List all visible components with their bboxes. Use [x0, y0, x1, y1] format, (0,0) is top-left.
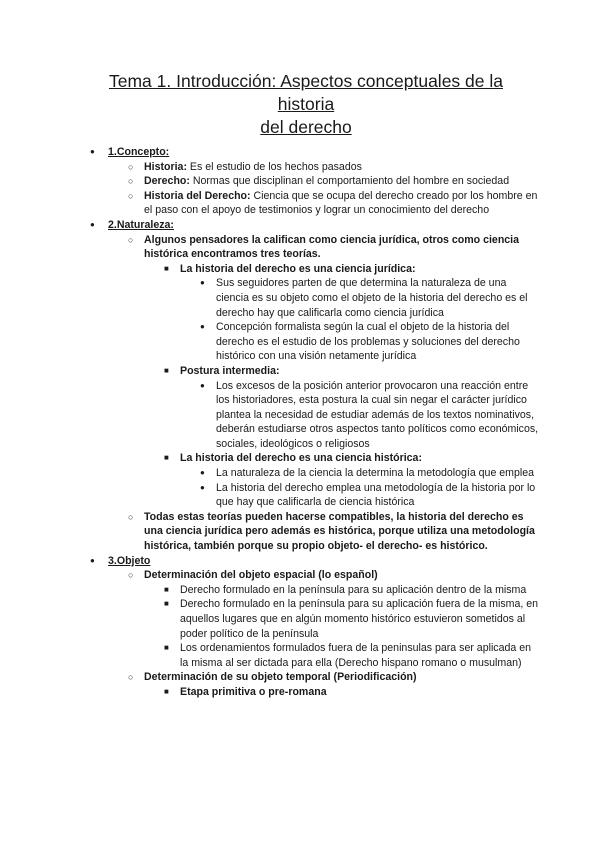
point-text: La naturaleza de la ciencia la determina la metodología que emplea: [216, 467, 535, 480]
disc-bullet-icon: ●: [90, 147, 95, 156]
intro-text: Algunos pensadores la califican como ciencia jurídica, otros como ciencia histórica encontramos tres teorías.: [144, 233, 520, 261]
disc-bullet-icon: ●: [200, 322, 205, 332]
list-item: [200, 276, 540, 320]
definition: Ciencia que se ocupa del derecho creado por los hombre en el paso con el apoyo de testimonios y lograr un conocimiento del derecho: [144, 189, 538, 217]
circle-bullet-icon: ○: [128, 672, 134, 683]
term: Derecho:: [144, 175, 190, 188]
point-text: Derecho formulado en la península para su aplicación dentro de la misma: [180, 583, 527, 596]
document-title: [72, 70, 540, 139]
list-item: [164, 583, 540, 598]
square-bullet-icon: ■: [164, 453, 169, 463]
list-item: [128, 670, 540, 699]
disc-bullet-icon: ●: [90, 555, 95, 565]
list-item: [128, 568, 540, 670]
disc-bullet-icon: ●: [200, 468, 205, 478]
list-item: [200, 379, 540, 452]
circle-bullet-icon: ○: [128, 511, 134, 522]
point-text: Los ordenamientos formulados fuera de la peninsulas para ser aplicada en la misma al ser dictada para ella (Derecho hispano romano o musulman): [180, 642, 531, 669]
title-line-1: Tema 1. Introducción: Aspectos conceptuales de la historia: [109, 71, 503, 114]
circle-bullet-icon: ○: [128, 234, 134, 245]
list-item: [128, 160, 540, 175]
list-item: [200, 466, 540, 481]
list-item: [128, 233, 540, 510]
section-heading: 2.Naturaleza:: [108, 218, 174, 231]
square-bullet-icon: ■: [164, 584, 169, 594]
disc-bullet-icon: ●: [200, 380, 205, 390]
list-item: [128, 510, 540, 554]
square-bullet-icon: ■: [164, 686, 169, 696]
section-concepto: [72, 145, 540, 218]
square-bullet-icon: ■: [164, 365, 169, 375]
subsection-heading: Determinación de su objeto temporal (Periodificación): [144, 671, 417, 684]
circle-bullet-icon: ○: [128, 570, 134, 581]
theory-heading: La historia del derecho es una ciencia jurídica:: [180, 262, 416, 275]
title-line-2: del derecho: [260, 117, 352, 137]
list-item: [164, 685, 540, 700]
point-text: Los excesos de la posición anterior provocaron una reacción entre los historiadores, esta postura la cual sin negar el carácter jurídico plantea la necesidad de estudiar además de los textos nominativos, deberán estudiarse otros aspectos tanto políticos como económicos, sociales, ideológicos o religiosos: [216, 379, 539, 450]
theory-item: [164, 364, 540, 452]
disc-bullet-icon: ●: [200, 482, 205, 492]
theory-heading: Postura intermedia:: [180, 364, 280, 377]
conclusion-text: Todas estas teorías pueden hacerse compatibles, la historia del derecho es una ciencia jurídica pero además es histórica, porque utiliza una metodología histórica, también porque su propio objeto- el derecho- es histórico.: [144, 510, 535, 553]
square-bullet-icon: ■: [164, 643, 169, 653]
point-text: Sus seguidores parten de que determina la naturaleza de una ciencia es su objeto como el objeto de la historia del derecho es el derecho hay que calificarla como ciencia jurídica: [216, 277, 528, 319]
theory-item: [164, 451, 540, 509]
term: Historia:: [144, 160, 187, 173]
section-heading: 3.Objeto: [108, 554, 151, 567]
square-bullet-icon: ■: [164, 599, 169, 609]
definition: Normas que disciplinan el comportamiento del hombre en sociedad: [189, 175, 510, 188]
section-objeto: [72, 554, 540, 700]
section-naturaleza: [72, 218, 540, 554]
point-text: Etapa primitiva o pre-romana: [180, 685, 327, 698]
subsection-heading: Determinación del objeto espacial (lo español): [144, 569, 378, 582]
disc-bullet-icon: ●: [200, 278, 205, 288]
list-item: [164, 597, 540, 641]
circle-bullet-icon: ○: [128, 176, 134, 187]
list-item: [128, 174, 540, 189]
list-item: [200, 320, 540, 364]
point-text: Derecho formulado en la península para su aplicación fuera de la misma, en aquellos lugares que en algún momento histórico estuvieron sometidos al poder político de la península: [180, 598, 539, 640]
section-heading: 1.Concepto:: [108, 146, 170, 158]
square-bullet-icon: ■: [164, 263, 169, 273]
theory-heading: La historia del derecho es una ciencia histórica:: [180, 452, 422, 465]
list-item: [128, 189, 540, 218]
point-text: La historia del derecho emplea una metodología de la historia por lo que hay que calificarla de ciencia histórica: [216, 481, 536, 509]
point-text: Concepción formalista según la cual el objeto de la historia del derecho es el estudio de los problemas y soluciones del derecho histórico con una visión netamente jurídica: [216, 321, 520, 363]
term: Historia del Derecho:: [144, 189, 251, 202]
theory-item: [164, 262, 540, 364]
disc-bullet-icon: ●: [90, 219, 95, 229]
circle-bullet-icon: ○: [128, 190, 134, 201]
list-item: [200, 481, 540, 510]
list-item: [164, 641, 540, 670]
outline: [72, 145, 540, 700]
circle-bullet-icon: ○: [128, 161, 134, 172]
definition: Es el estudio de los hechos pasados: [186, 160, 362, 173]
